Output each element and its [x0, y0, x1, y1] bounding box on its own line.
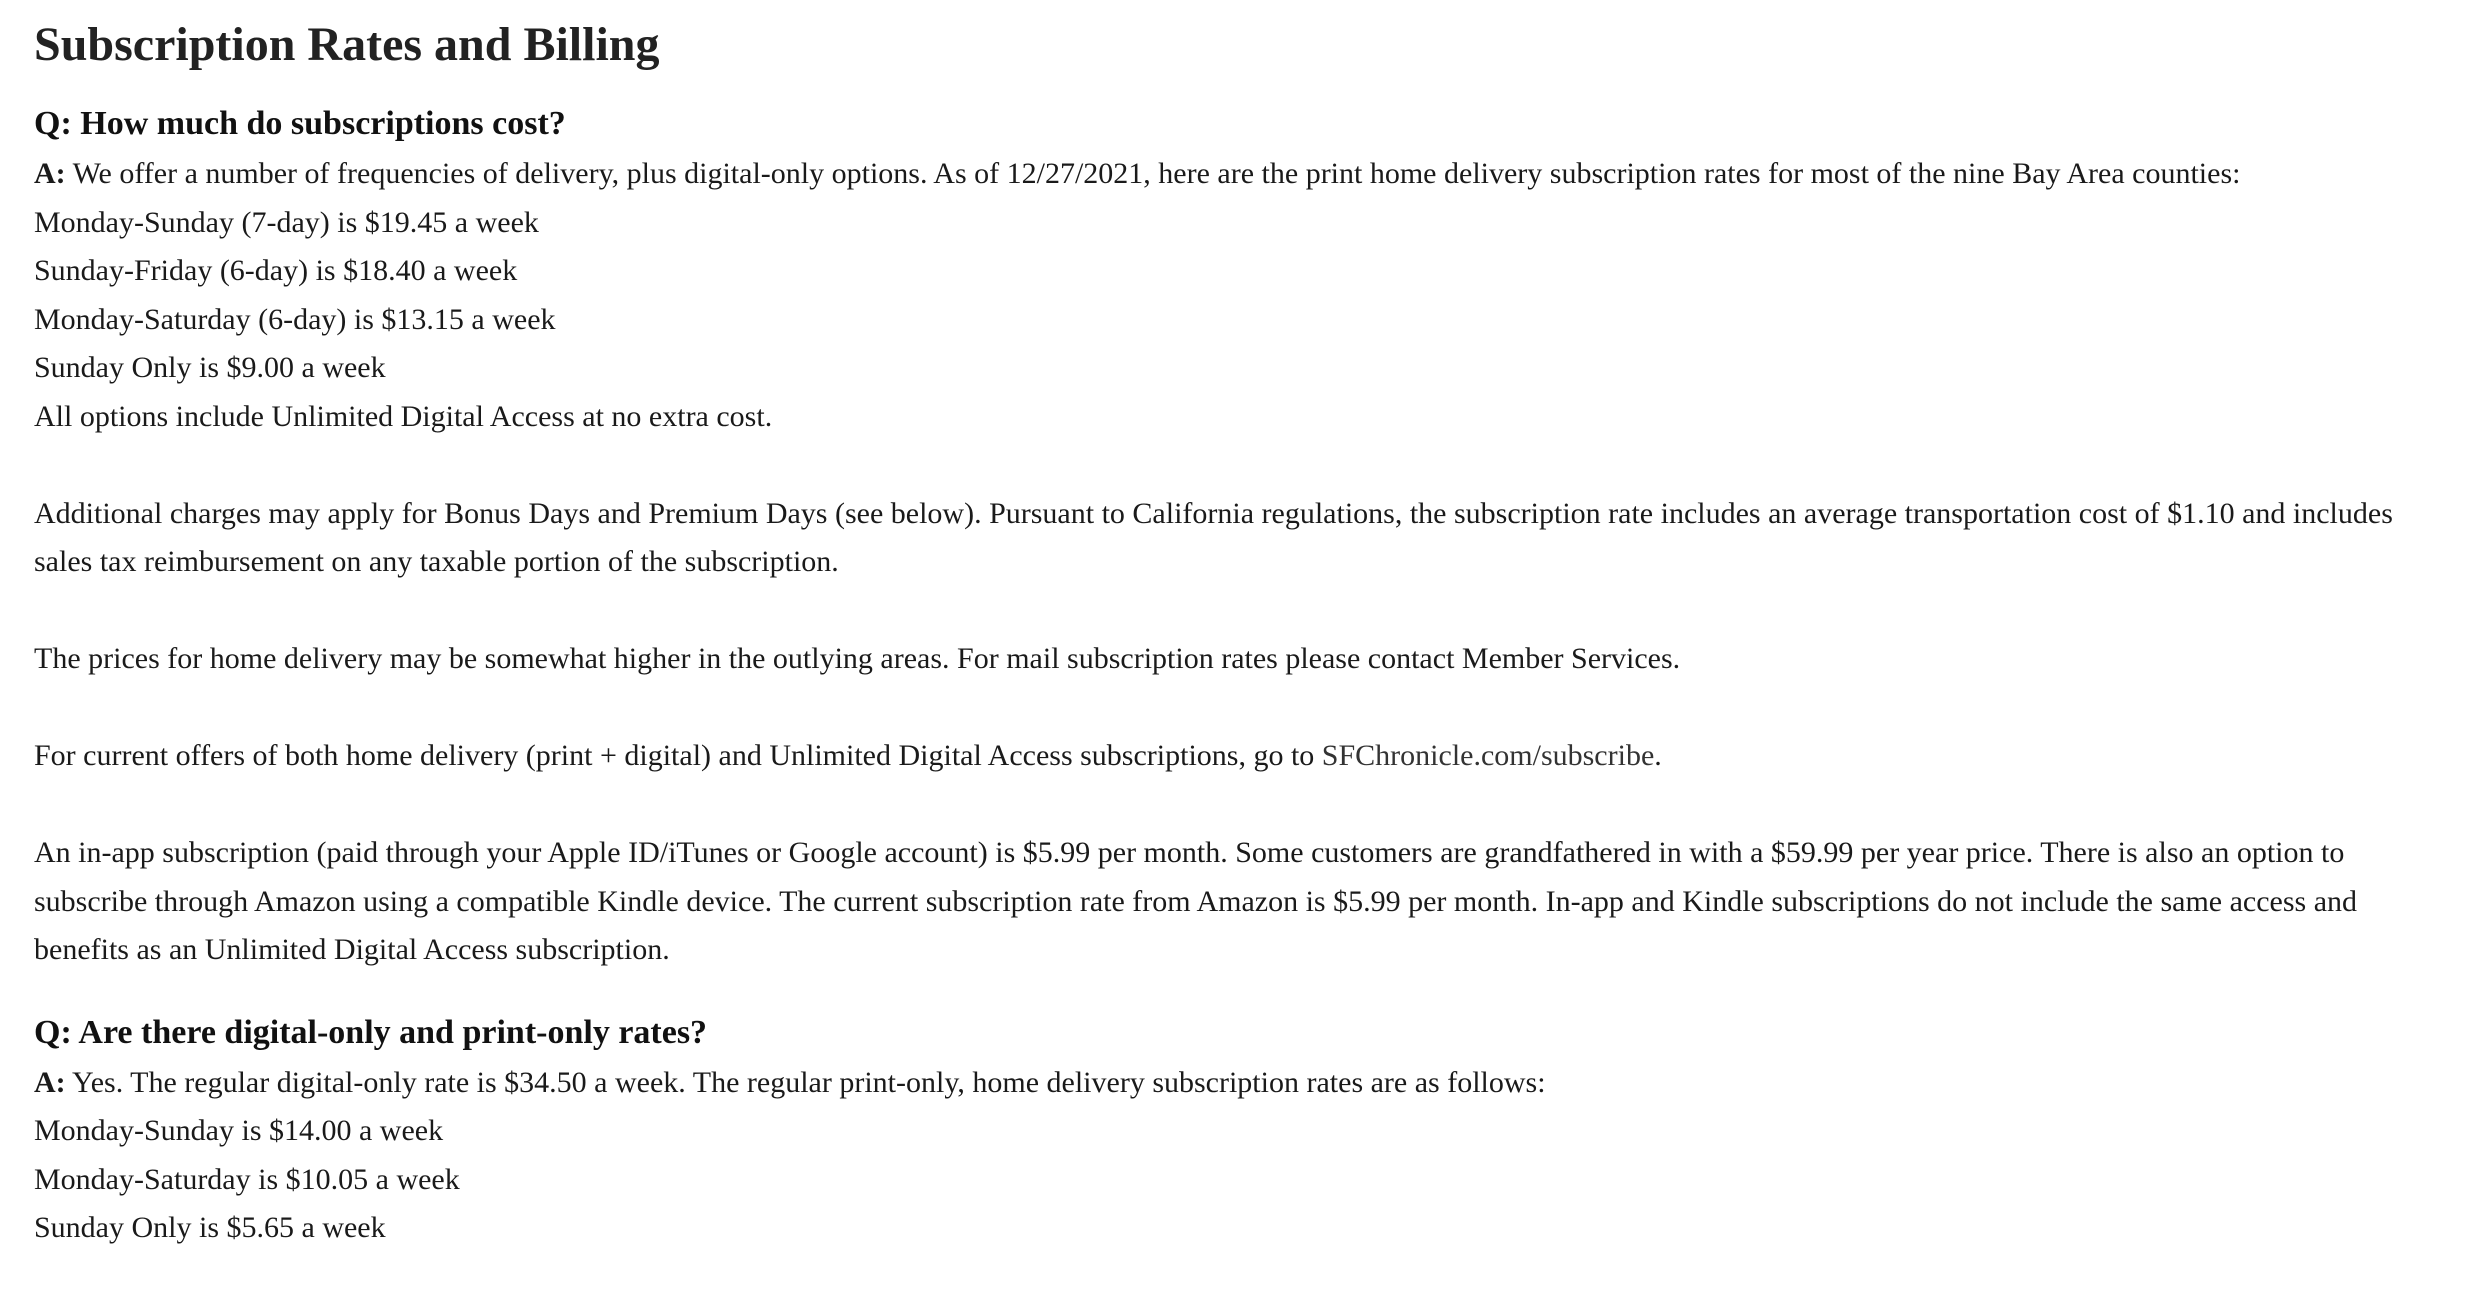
spacer — [34, 781, 2444, 830]
spacer — [34, 684, 2444, 733]
current-offers-end: . — [1654, 739, 1662, 772]
faq-section-subscription-cost — [34, 102, 2444, 975]
current-offers-text: For current offers of both home delivery (print + digital) and Unlimited Digital Access subscriptions, go to — [34, 739, 1322, 772]
question-subscription-cost: Q: How much do subscriptions cost? — [34, 105, 566, 142]
rate-line: Monday-Sunday is $14.00 a week — [34, 1114, 444, 1147]
rate-note: All options include Unlimited Digital Access at no extra cost. — [34, 399, 773, 433]
outlying-areas-paragraph: The prices for home delivery may be somewhat higher in the outlying areas. For mail subscription rates please contact Member Services. — [34, 642, 1681, 675]
faq-section-digital-print-rates — [34, 1011, 2444, 1253]
rate-line: Sunday Only is $9.00 a week — [34, 351, 386, 384]
rate-line: Monday-Sunday (7-day) is $19.45 a week — [34, 205, 539, 239]
additional-charges-paragraph: Additional charges may apply for Bonus Days and Premium Days (see below). Pursuant to California regulations, the subscription rate includes an average transportation cost of $1.10 and includes sales tax reimbursement on any taxable portion of the subscription. — [34, 496, 2393, 578]
answer-intro-text: Yes. The regular digital-only rate is $34.50 a week. The regular print-only, home delivery subscription rates are as follows: — [65, 1065, 1546, 1099]
answer-intro — [34, 1059, 2444, 1108]
spacer — [34, 441, 2444, 490]
answer-label: A: — [34, 1065, 66, 1099]
spacer — [34, 587, 2444, 636]
rate-line: Monday-Saturday (6-day) is $13.15 a week — [34, 302, 556, 336]
answer-intro-text: We offer a number of frequencies of delivery, plus digital-only options. As of 12/27/2021, here are the print home delivery subscription rates for most of the nine Bay Area counties: — [65, 157, 2241, 190]
subscribe-link[interactable]: SFChronicle.com/subscribe — [1321, 739, 1655, 772]
in-app-subscription-paragraph: An in-app subscription (paid through your Apple ID/iTunes or Google account) is $5.99 per month. Some customers are grandfathered in with a $59.99 per year price. There is also an option to subscribe through Amazon using a compatible Kindle device. The current subscription rate from Amazon is $5.99 per month. In-app and Kindle subscriptions do not include the same access and benefits as an Unlimited Digital Access subscription. — [34, 836, 2358, 966]
current-offers-paragraph — [34, 732, 2444, 781]
rate-line: Sunday-Friday (6-day) is $18.40 a week — [34, 254, 518, 287]
question-digital-print-rates: Q: Are there digital-only and print-only rates? — [34, 1013, 708, 1051]
answer-label: A: — [34, 157, 66, 190]
rate-line: Sunday Only is $5.65 a week — [34, 1211, 386, 1244]
answer-intro — [34, 150, 2444, 199]
page-title: Subscription Rates and Billing — [34, 18, 660, 71]
rate-line: Monday-Saturday is $10.05 a week — [34, 1162, 460, 1196]
